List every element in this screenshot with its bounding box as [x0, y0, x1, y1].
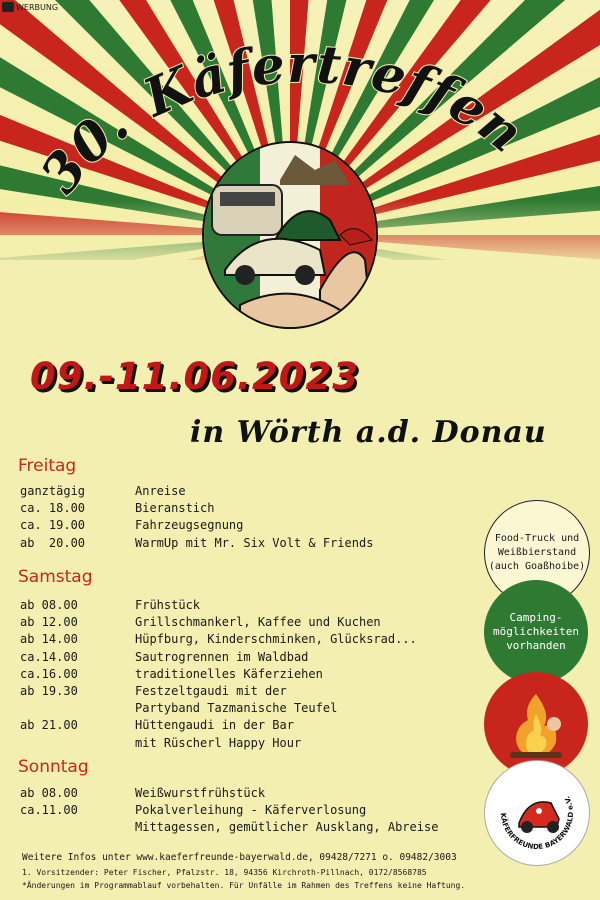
- event-location: in Wörth a.d. Donau: [190, 415, 547, 450]
- day-heading-saturday: Samstag: [18, 567, 93, 587]
- schedule-event: Hüpfburg, Kinderschminken, Glücksrad...: [135, 632, 417, 647]
- camping-circle: [484, 580, 588, 684]
- schedule-time: ab 08.00: [20, 598, 78, 612]
- schedule-row: [20, 683, 417, 700]
- schedule-event: Bieranstich: [135, 501, 215, 516]
- schedule-time: ab 14.00: [20, 632, 78, 647]
- schedule-event: Grillschmankerl, Kaffee und Kuchen: [135, 615, 381, 630]
- beetle-illustration: [200, 140, 380, 330]
- schedule-event: WarmUp mit Mr. Six Volt & Friends: [135, 535, 374, 550]
- schedule-time: ab 12.00: [20, 615, 78, 630]
- schedule-time: ab 19.30: [20, 684, 78, 699]
- food-line-3: (auch Goaßhoibe): [488, 561, 586, 572]
- schedule-event: Partyband Tazmanische Teufel: [135, 701, 338, 716]
- schedule-time: ca.16.00: [20, 666, 78, 681]
- schedule-row: [20, 819, 438, 836]
- schedule-event: Pokalverleihung - Käferverlosung: [135, 803, 367, 818]
- club-logo-circle: [484, 760, 590, 866]
- schedule-time: ab 08.00: [20, 786, 78, 800]
- camping-line-1: Camping-: [509, 611, 563, 624]
- schedule-time: ab 21.00: [20, 718, 78, 733]
- schedule-row: [20, 649, 417, 666]
- schedule-event: Anreise: [135, 484, 186, 498]
- campfire-icon: [496, 684, 576, 764]
- food-line-2: Weißbierstand: [497, 547, 577, 558]
- schedule-event: Weißwurstfrühstück: [135, 786, 266, 800]
- schedule-event: Sautrogrennen im Waldbad: [135, 649, 309, 664]
- footer-chair: 1. Vorsitzender: Peter Fischer, Pfalzstr. 18, 94356 Kirchroth-Pillnach, 0172/8568785: [22, 868, 427, 877]
- advertising-label: WERBUNG: [16, 2, 59, 12]
- club-logo: [485, 761, 589, 865]
- schedule-row: [20, 517, 373, 534]
- schedule-row: [20, 500, 373, 517]
- friday-schedule: [20, 483, 373, 552]
- schedule-event: Fahrzeugsegnung: [135, 518, 244, 533]
- schedule-event: Mittagessen, gemütlicher Ausklang, Abreise: [135, 820, 439, 835]
- event-name: Käfertreffen: [135, 33, 536, 165]
- schedule-row: [20, 700, 417, 717]
- schedule-row: [20, 735, 417, 752]
- schedule-event: Frühstück: [135, 598, 201, 612]
- schedule-event: mit Rüscherl Happy Hour: [135, 735, 302, 750]
- schedule-time: [20, 700, 135, 717]
- schedule-time: ca.11.00: [20, 803, 78, 818]
- schedule-row: [20, 785, 438, 802]
- camping-line-3: vorhanden: [506, 639, 566, 652]
- schedule-row: [20, 717, 417, 734]
- footer-note: *Änderungen im Programmablauf vorbehalten. Für Unfälle im Rahmen des Treffens keine Haftung.: [22, 881, 466, 890]
- schedule-event: Festzeltgaudi mit der: [135, 684, 287, 699]
- schedule-row: [20, 535, 373, 552]
- schedule-row: [20, 631, 417, 648]
- schedule-row: [20, 483, 373, 500]
- day-heading-sunday: Sonntag: [18, 757, 89, 777]
- schedule-row: [20, 666, 417, 683]
- schedule-time: ca. 19.00: [20, 518, 86, 533]
- camping-line-2: möglichkeiten: [492, 625, 580, 638]
- schedule-row: [20, 802, 438, 819]
- schedule-time: ca. 18.00: [20, 501, 86, 516]
- event-date: 09.-11.06.2023: [30, 355, 359, 398]
- schedule-event: traditionelles Käferziehen: [135, 666, 323, 681]
- schedule-time: [20, 735, 135, 752]
- sunday-schedule: [20, 785, 438, 837]
- edition-number: 30.: [29, 91, 141, 205]
- schedule-time: [20, 819, 135, 836]
- schedule-row: [20, 614, 417, 631]
- schedule-row: [20, 597, 417, 614]
- schedule-time: ca.14.00: [20, 649, 78, 664]
- schedule-event: Hüttengaudi in der Bar: [135, 718, 294, 733]
- food-line-1: Food-Truck und: [494, 533, 580, 544]
- schedule-time: ganztägig: [20, 484, 86, 498]
- day-heading-friday: Freitag: [18, 456, 77, 476]
- footer-info: Weitere Infos unter www.kaeferfreunde-bayerwald.de, 09428/7271 o. 09482/3003: [22, 852, 457, 863]
- schedule-time: ab 20.00: [20, 535, 86, 550]
- saturday-schedule: [20, 597, 417, 752]
- club-name: KÄFERFREUNDE BAYERWALD e.V.: [498, 794, 576, 852]
